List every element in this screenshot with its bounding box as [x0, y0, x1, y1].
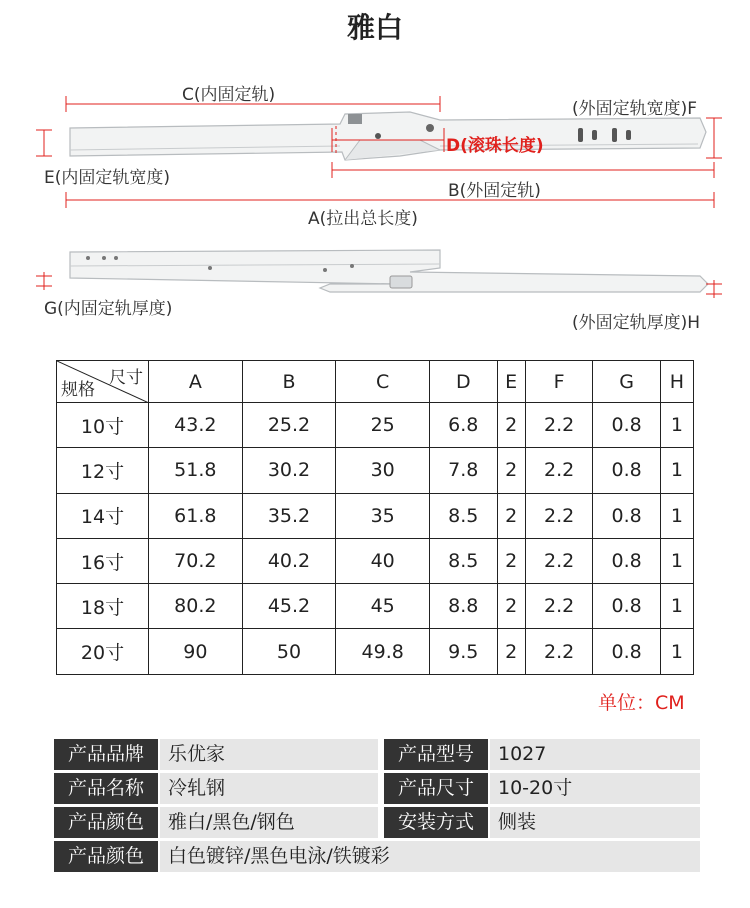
header-cell: H: [660, 361, 693, 403]
table-cell: 40: [336, 538, 430, 583]
table-row: [57, 584, 694, 629]
table-cell: 0.8: [593, 403, 661, 448]
table-cell: 2.2: [525, 584, 593, 629]
table-cell: 2.2: [525, 629, 593, 674]
bottom-rail: [70, 250, 708, 292]
table-row: [57, 538, 694, 583]
table-header-row: [57, 361, 694, 403]
header-cell: C: [336, 361, 430, 403]
finish-key: 产品颜色: [54, 841, 158, 872]
table-cell: 25.2: [242, 403, 336, 448]
table-cell: 20寸: [57, 629, 149, 674]
dimension-diagram: [0, 0, 750, 340]
table-cell: 35.2: [242, 493, 336, 538]
table-cell: 40.2: [242, 538, 336, 583]
table-cell: 7.8: [430, 448, 498, 493]
table-cell: 61.8: [149, 493, 243, 538]
table-cell: 51.8: [149, 448, 243, 493]
table-cell: 35: [336, 493, 430, 538]
label-h: (外固定轨厚度)H: [572, 313, 701, 333]
label-d: D(滚珠长度): [446, 136, 544, 156]
table-cell: 18寸: [57, 584, 149, 629]
table-cell: 0.8: [593, 629, 661, 674]
corner-cell: [57, 361, 149, 403]
table-cell: 16寸: [57, 538, 149, 583]
table-cell: 0.8: [593, 493, 661, 538]
table-cell: 45: [336, 584, 430, 629]
table-cell: 2: [497, 629, 525, 674]
install-key: 安装方式: [384, 807, 488, 838]
label-e: E(内固定轨宽度): [44, 168, 171, 188]
brand-key: 产品品牌: [54, 739, 158, 770]
info-row: [54, 739, 700, 770]
table-cell: 2: [497, 584, 525, 629]
header-cell: A: [149, 361, 243, 403]
table-cell: 2.2: [525, 493, 593, 538]
table-cell: 0.8: [593, 584, 661, 629]
model-value: 1027: [490, 739, 700, 770]
info-row: [54, 841, 700, 872]
header-cell: B: [242, 361, 336, 403]
table-cell: 45.2: [242, 584, 336, 629]
table-cell: 2: [497, 493, 525, 538]
table-row: [57, 403, 694, 448]
table-cell: 8.8: [430, 584, 498, 629]
table-cell: 14寸: [57, 493, 149, 538]
table-cell: 12寸: [57, 448, 149, 493]
table-cell: 30.2: [242, 448, 336, 493]
table-cell: 6.8: [430, 403, 498, 448]
table-cell: 30: [336, 448, 430, 493]
table-cell: 8.5: [430, 493, 498, 538]
color-key: 产品颜色: [54, 807, 158, 838]
table-cell: 2: [497, 448, 525, 493]
table-cell: 1: [660, 493, 693, 538]
spec-table: [56, 360, 694, 675]
table-cell: 1: [660, 629, 693, 674]
label-c: C(内固定轨): [182, 85, 276, 105]
label-g: G(内固定轨厚度): [44, 299, 173, 319]
label-f: (外固定轨宽度)F: [572, 99, 698, 119]
table-cell: 0.8: [593, 538, 661, 583]
table-cell: 90: [149, 629, 243, 674]
table-cell: 2.2: [525, 538, 593, 583]
table-cell: 0.8: [593, 448, 661, 493]
finish-value: 白色镀锌/黑色电泳/铁镀彩: [160, 841, 700, 872]
header-cell: F: [525, 361, 593, 403]
table-cell: 8.5: [430, 538, 498, 583]
install-value: 侧装: [490, 807, 700, 838]
size-key: 产品尺寸: [384, 773, 488, 804]
label-a: A(拉出总长度): [308, 209, 418, 229]
table-cell: 2.2: [525, 448, 593, 493]
table-cell: 49.8: [336, 629, 430, 674]
unit-label: 单位：CM: [598, 692, 685, 714]
table-cell: 10寸: [57, 403, 149, 448]
header-cell: G: [593, 361, 661, 403]
table-row: [57, 629, 694, 674]
name-value: 冷轧钢: [160, 773, 378, 804]
page-title: 雅白: [346, 11, 403, 44]
header-cell: E: [497, 361, 525, 403]
table-cell: 25: [336, 403, 430, 448]
table-row: [57, 493, 694, 538]
table-cell: 2: [497, 538, 525, 583]
table-cell: 1: [660, 584, 693, 629]
corner-size-label: 尺寸: [109, 368, 143, 388]
top-rail: [70, 112, 706, 160]
size-value: 10-20寸: [490, 773, 700, 804]
table-cell: 9.5: [430, 629, 498, 674]
table-cell: 1: [660, 448, 693, 493]
header-cell: D: [430, 361, 498, 403]
info-row: [54, 807, 700, 838]
table-cell: 43.2: [149, 403, 243, 448]
brand-value: 乐优家: [160, 739, 378, 770]
table-cell: 80.2: [149, 584, 243, 629]
table-cell: 50: [242, 629, 336, 674]
color-value: 雅白/黑色/钢色: [160, 807, 378, 838]
corner-spec-label: 规格: [61, 380, 95, 400]
info-row: [54, 773, 700, 804]
label-b: B(外固定轨): [448, 181, 541, 201]
table-row: [57, 448, 694, 493]
table-cell: 1: [660, 538, 693, 583]
table-cell: 2: [497, 403, 525, 448]
table-cell: 2.2: [525, 403, 593, 448]
table-cell: 70.2: [149, 538, 243, 583]
model-key: 产品型号: [384, 739, 488, 770]
table-cell: 1: [660, 403, 693, 448]
name-key: 产品名称: [54, 773, 158, 804]
